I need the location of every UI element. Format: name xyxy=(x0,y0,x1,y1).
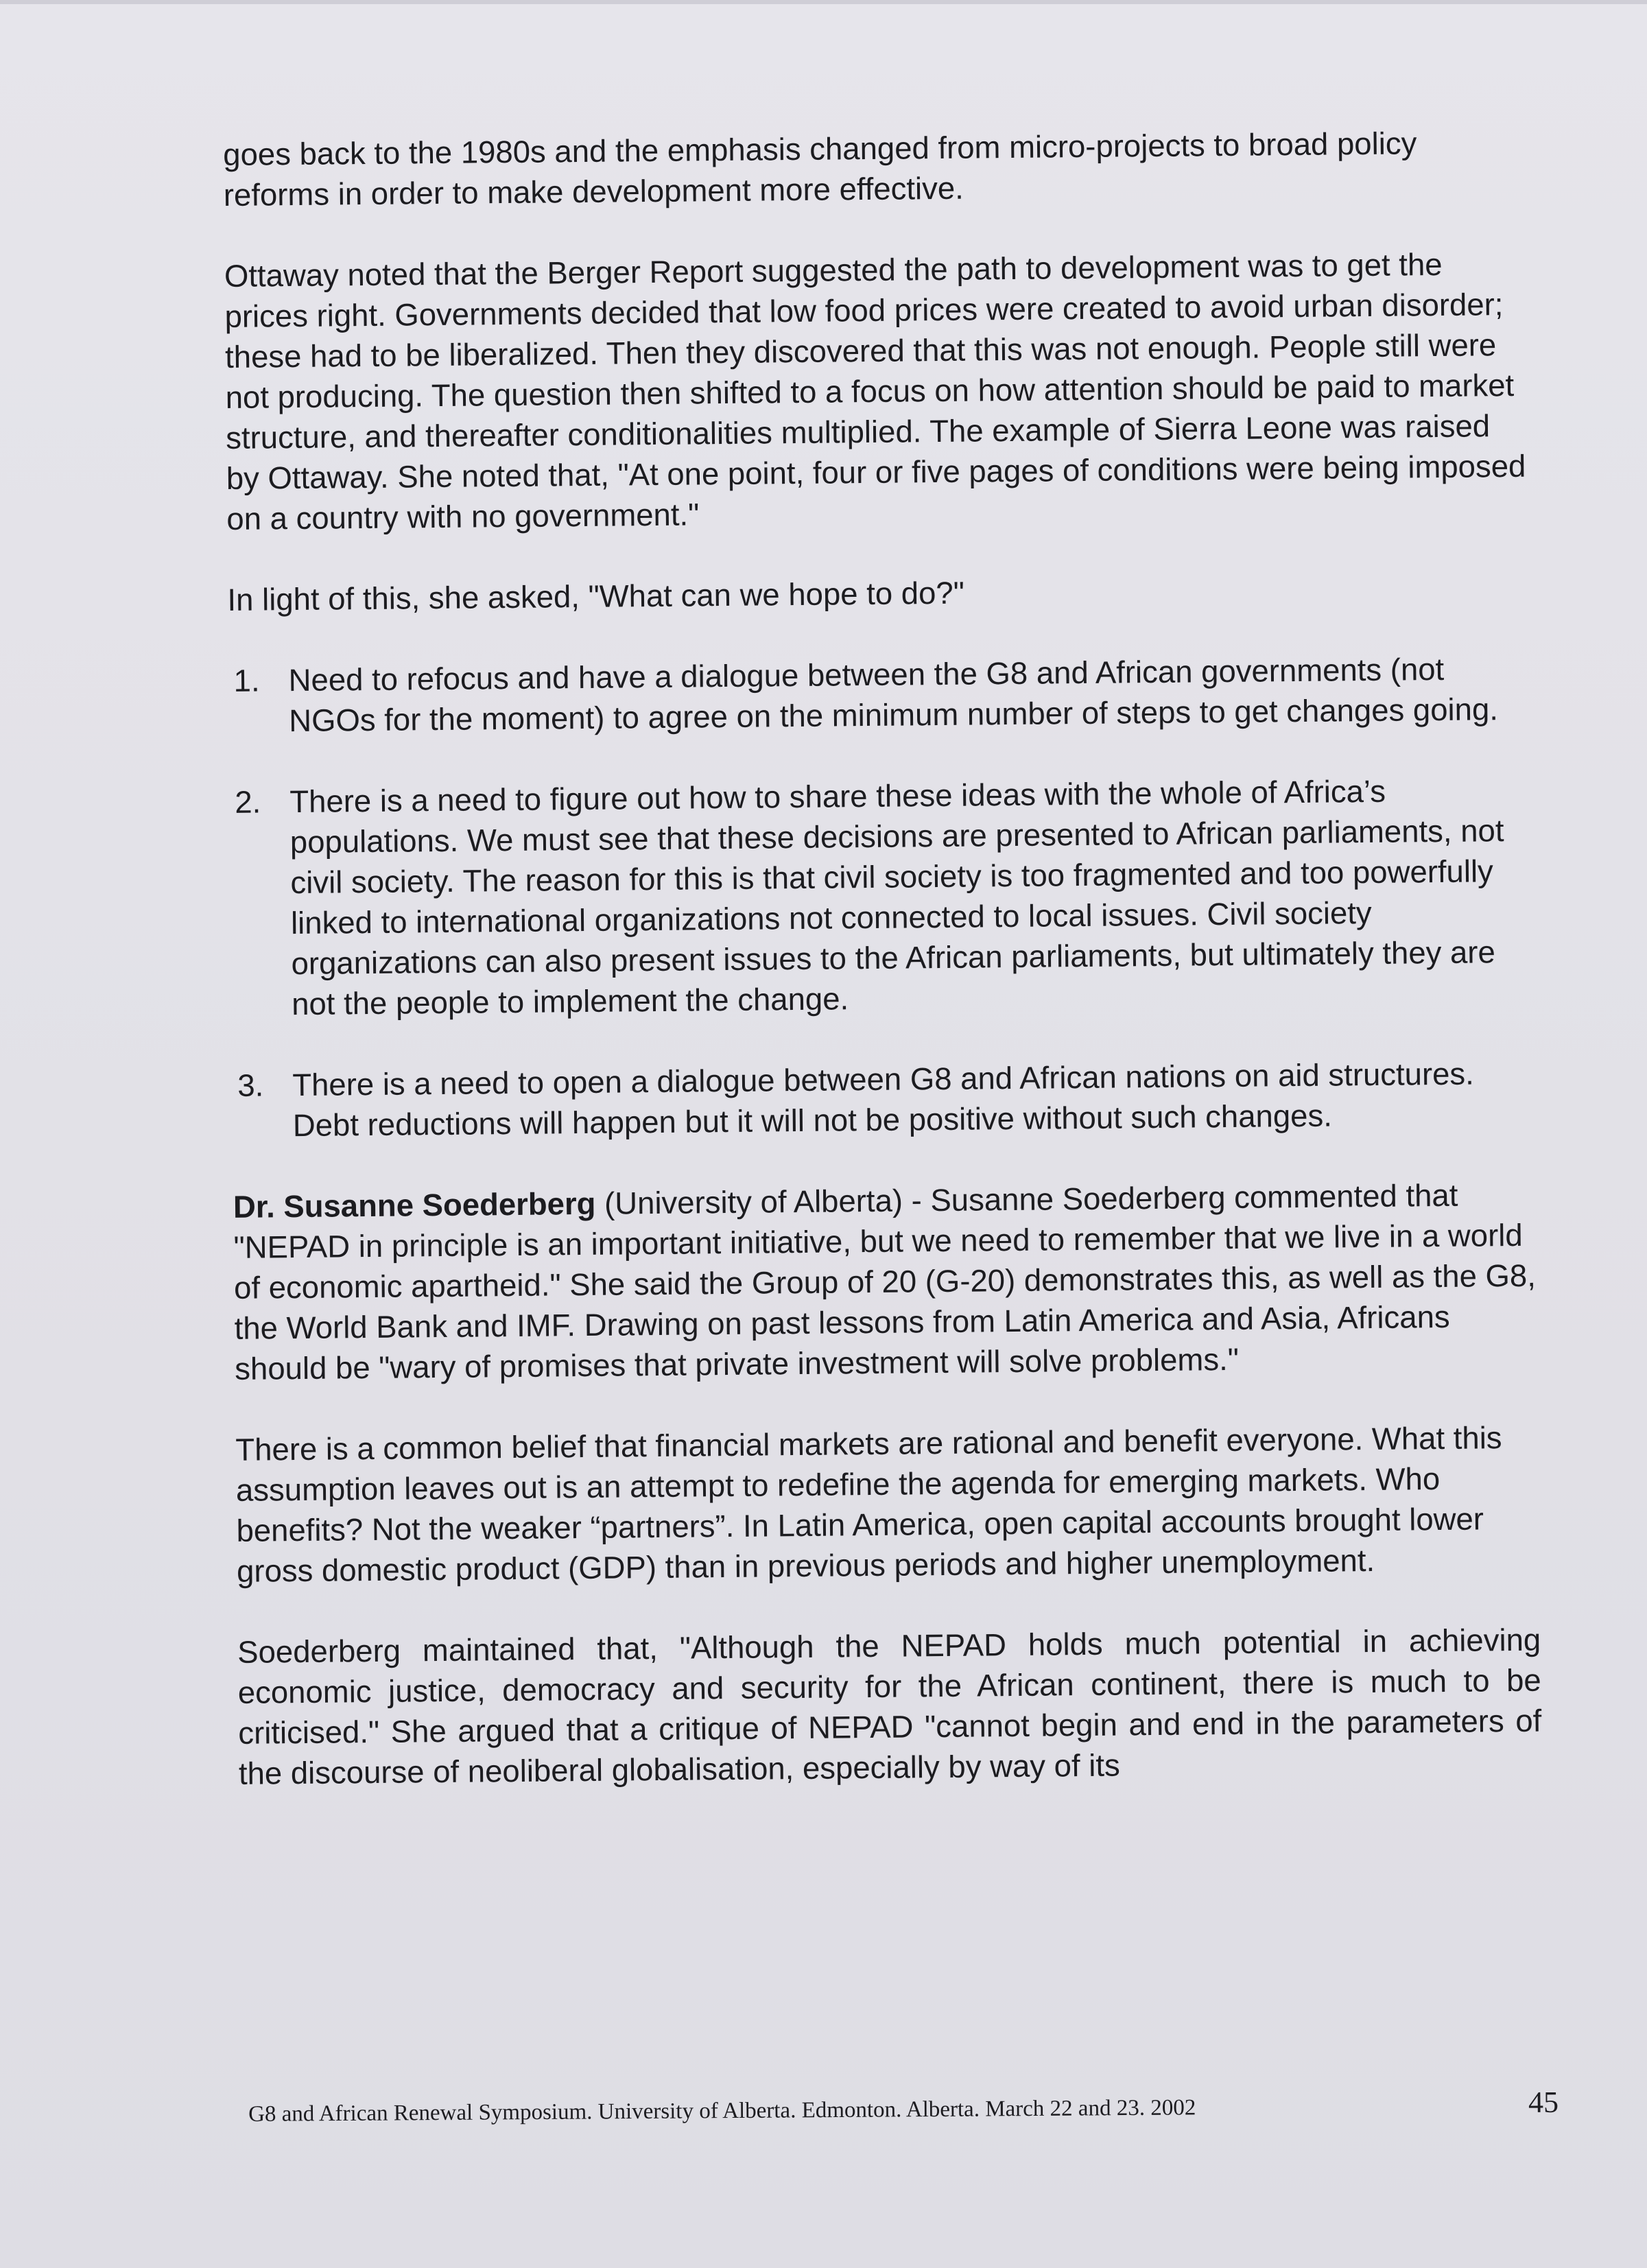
page-number: 45 xyxy=(1528,2085,1559,2119)
paragraph-soederberg xyxy=(233,1174,1539,1389)
list-text: There is a need to figure out how to share these ideas with the whole of Africa’s populations. We must see that these decisions are presented to African parliaments, not civil society. The reason for this is that civil society is too fragmented and too powerfully linked to international organizations not connected to local issues. Civil society organizations can also present issues to the African parliaments, but ultimately they are not the people to implement the change. xyxy=(289,773,1504,1022)
list-number: 1. xyxy=(233,663,260,698)
speaker-text: (University of Alberta) - Susanne Soederberg commented that "NEPAD in principle is an important initiative, but we need to remember that we live in a world of economic apartheid." She said the Group of 20 (G-20) demonstrates this, as well as the G8, the World Bank and IMF. Drawing on past lessons from Latin America and Asia, Africans should be "wary of promises that private investment will solve problems." xyxy=(233,1177,1537,1386)
list-item xyxy=(235,770,1535,1025)
list-number: 2. xyxy=(235,784,261,820)
paragraph-ottaway: Ottaway noted that the Berger Report suggested the path to development was to get the prices right. Governments decided that low food prices were created to avoid urban disorder; these had to be liberalized. Then they discovered that this was not enough. People still were not producing. The question then shifted to a focus on how attention should be paid to market structure, and thereafter conditionalities multiplied. The example of Sierra Leone was raised by Ottaway. She noted that, "At one point, four or five pages of conditions were being imposed on a country with no government." xyxy=(224,246,1526,536)
list-item xyxy=(233,648,1532,742)
paragraph-critique: Soederberg maintained that, "Although the NEPAD holds much potential in achieving economic justice, democracy and security for the African continent, there is much to be criticised." She argued that a critique of NEPAD "cannot begin and end in the parameters of the discourse of neoliberal globalisation, especially by way of its xyxy=(237,1622,1542,1791)
paragraph-question: In light of this, she asked, "What can we hope to do?" xyxy=(227,575,965,617)
paragraph-financial-markets: There is a common belief that financial markets are rational and benefit everyone. What this assumption leaves out is an attempt to redefine the agenda for emerging markets. Who benefits? Not the weaker “partners”. In Latin America, open capital accounts brought lower gross domestic product (GDP) than in previous periods and higher unemployment. xyxy=(235,1420,1502,1589)
paragraph-intro: goes back to the 1980s and the emphasis changed from micro-projects to broad policy reforms in order to make development more effective. xyxy=(223,126,1417,213)
page-footer xyxy=(248,2085,1565,2127)
list-number: 3. xyxy=(237,1067,264,1103)
document-body xyxy=(223,122,1543,1834)
page-top-edge xyxy=(0,0,1647,4)
numbered-list xyxy=(228,648,1536,1146)
list-text: Need to refocus and have a dialogue between the G8 and African governments (not NGOs for the moment) to agree on the minimum number of steps to get changes going. xyxy=(288,651,1499,739)
list-item xyxy=(237,1053,1536,1146)
footer-citation: G8 and African Renewal Symposium. University of Alberta. Edmonton. Alberta. March 22 and 23. 2002 xyxy=(248,2095,1196,2127)
list-text: There is a need to open a dialogue between G8 and African nations on aid structures. Debt reductions will happen but it will not be positive without such changes. xyxy=(292,1056,1475,1144)
speaker-name: Dr. Susanne Soederberg xyxy=(233,1185,596,1225)
